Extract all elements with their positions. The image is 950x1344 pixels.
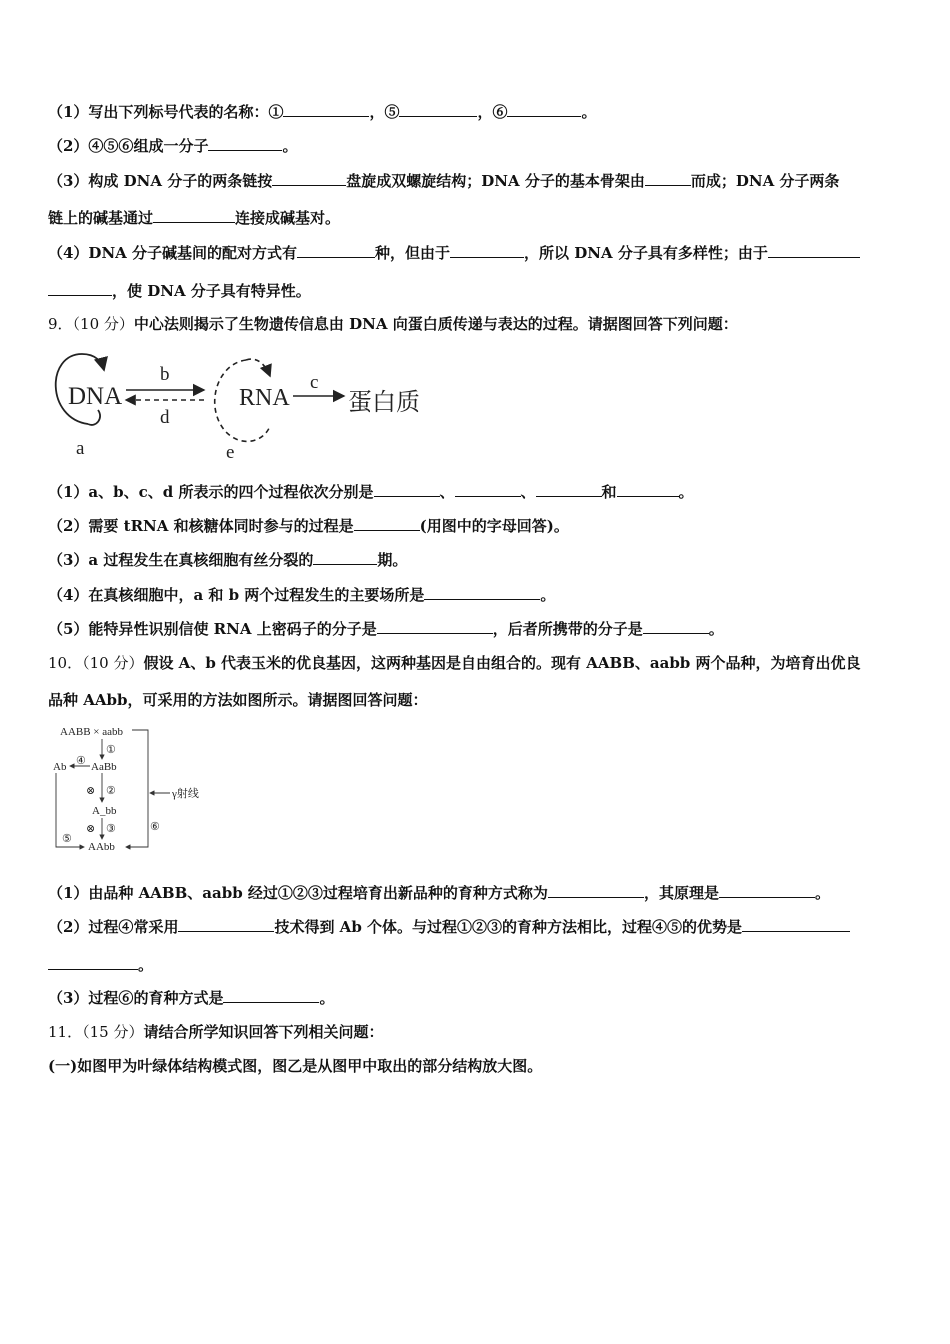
q8-part3: （3）构成 DNA 分子的两条链按 盘旋成双螺旋结构；DNA 分子的基本骨架由 而成；DNA 分子两条	[48, 172, 840, 190]
q8-part3-cont: 链上的碱基通过 连接成碱基对。	[48, 209, 341, 227]
q8-part4: （4）DNA 分子碱基间的配对方式有 种，但由于 ，所以 DNA 分子具有多样性；由于	[48, 243, 860, 263]
answer-blank[interactable]	[297, 243, 375, 258]
q9-part2: （2）需要 tRNA 和核糖体同时参与的过程是 (用图中的字母回答)。	[48, 517, 569, 535]
q9-title: 9．（10 分）中心法则揭示了生物遗传信息由 DNA 向蛋白质传递与表达的过程。请据图回答下列问题：	[48, 315, 738, 333]
q9-part4: （4）在真核细胞中，a 和 b 两个过程发生的主要场所是 。	[48, 586, 556, 604]
answer-blank[interactable]	[272, 171, 346, 186]
q11-subpart: (一)如图甲为叶绿体结构模式图，图乙是从图甲中取出的部分结构放大图。	[48, 1057, 543, 1075]
step-3: ③	[106, 823, 116, 835]
answer-blank[interactable]	[617, 482, 679, 497]
answer-blank[interactable]	[645, 171, 691, 186]
self-2: ⊗	[86, 823, 96, 835]
q8-part1: （1）写出下列标号代表的名称：① ，⑤ ，⑥ 。	[48, 103, 597, 121]
step-1: ①	[106, 744, 116, 756]
answer-blank[interactable]	[208, 136, 282, 151]
abb-label: A_bb	[92, 805, 117, 817]
step-2: ②	[106, 785, 116, 797]
answer-blank[interactable]	[377, 619, 493, 634]
answer-blank[interactable]	[742, 917, 850, 932]
answer-blank[interactable]	[719, 883, 815, 898]
protein-label: 蛋白质	[348, 390, 420, 416]
answer-blank[interactable]	[643, 619, 709, 634]
q10-title-cont: 品种 AAbb，可采用的方法如图所示。请据图回答问题：	[48, 691, 428, 709]
f1-label: AaBb	[91, 761, 117, 773]
gamma-ray-label: γ射线	[172, 788, 199, 800]
dna-label: DNA	[68, 383, 123, 410]
answer-blank[interactable]	[354, 516, 420, 531]
q10-part3: （3）过程⑥的育种方式是 。	[48, 989, 335, 1007]
q9-part3: （3）a 过程发生在真核细胞有丝分裂的 期。	[48, 551, 408, 569]
answer-blank[interactable]	[507, 102, 581, 117]
answer-blank[interactable]	[223, 988, 319, 1003]
self-1: ⊗	[86, 785, 96, 797]
label-d: d	[160, 407, 170, 428]
parents-label: AABB × aabb	[60, 726, 124, 738]
label-b: b	[160, 364, 170, 385]
answer-blank[interactable]	[399, 102, 477, 117]
q11-title: 11．（15 分）请结合所学知识回答下列相关问题：	[48, 1023, 384, 1041]
central-dogma-diagram	[46, 348, 446, 464]
q10-part1: （1）由品种 AABB、aabb 经过①②③过程培育出新品种的育种方式称为 ，其原理是 。	[48, 884, 830, 902]
answer-blank[interactable]	[48, 281, 112, 296]
answer-blank[interactable]	[313, 550, 377, 565]
answer-blank[interactable]	[283, 102, 369, 117]
answer-blank[interactable]	[450, 243, 524, 258]
step-4: ④	[76, 755, 86, 767]
q10-part2: （2）过程④常采用 技术得到 Ab 个体。与过程①②③的育种方法相比，过程④⑤的优势是	[48, 917, 850, 937]
aabb-target-label: AAbb	[88, 841, 115, 853]
answer-blank[interactable]	[424, 585, 540, 600]
breeding-diagram	[50, 722, 220, 854]
q10-part2-cont: 。	[48, 955, 153, 975]
q8-part2: （2）④⑤⑥组成一分子 。	[48, 137, 298, 155]
answer-blank[interactable]	[455, 482, 521, 497]
step-5: ⑤	[62, 833, 72, 845]
answer-blank[interactable]	[768, 243, 860, 258]
answer-blank[interactable]	[374, 482, 440, 497]
step-6: ⑥	[150, 821, 160, 833]
label-a: a	[76, 438, 85, 459]
answer-blank[interactable]	[548, 883, 644, 898]
label-e: e	[226, 442, 235, 463]
q10-title: 10．（10 分）假设 A、b 代表玉米的优良基因，这两种基因是自由组合的。现有 AABB、aabb 两个品种，为培育出优良	[48, 654, 861, 672]
ab-label: Ab	[53, 761, 67, 773]
q9-part5: （5）能特异性识别信使 RNA 上密码子的分子是 ，后者所携带的分子是 。	[48, 620, 724, 638]
q8-part4-cont: ，使 DNA 分子具有特异性。	[48, 281, 311, 301]
q9-part1: （1）a、b、c、d 所表示的四个过程依次分别是 、 、 和 。	[48, 483, 694, 501]
answer-blank[interactable]	[536, 482, 602, 497]
rna-label: RNA	[239, 385, 290, 411]
answer-blank[interactable]	[178, 917, 274, 932]
answer-blank[interactable]	[48, 955, 138, 970]
answer-blank[interactable]	[153, 208, 235, 223]
label-c: c	[310, 372, 319, 393]
